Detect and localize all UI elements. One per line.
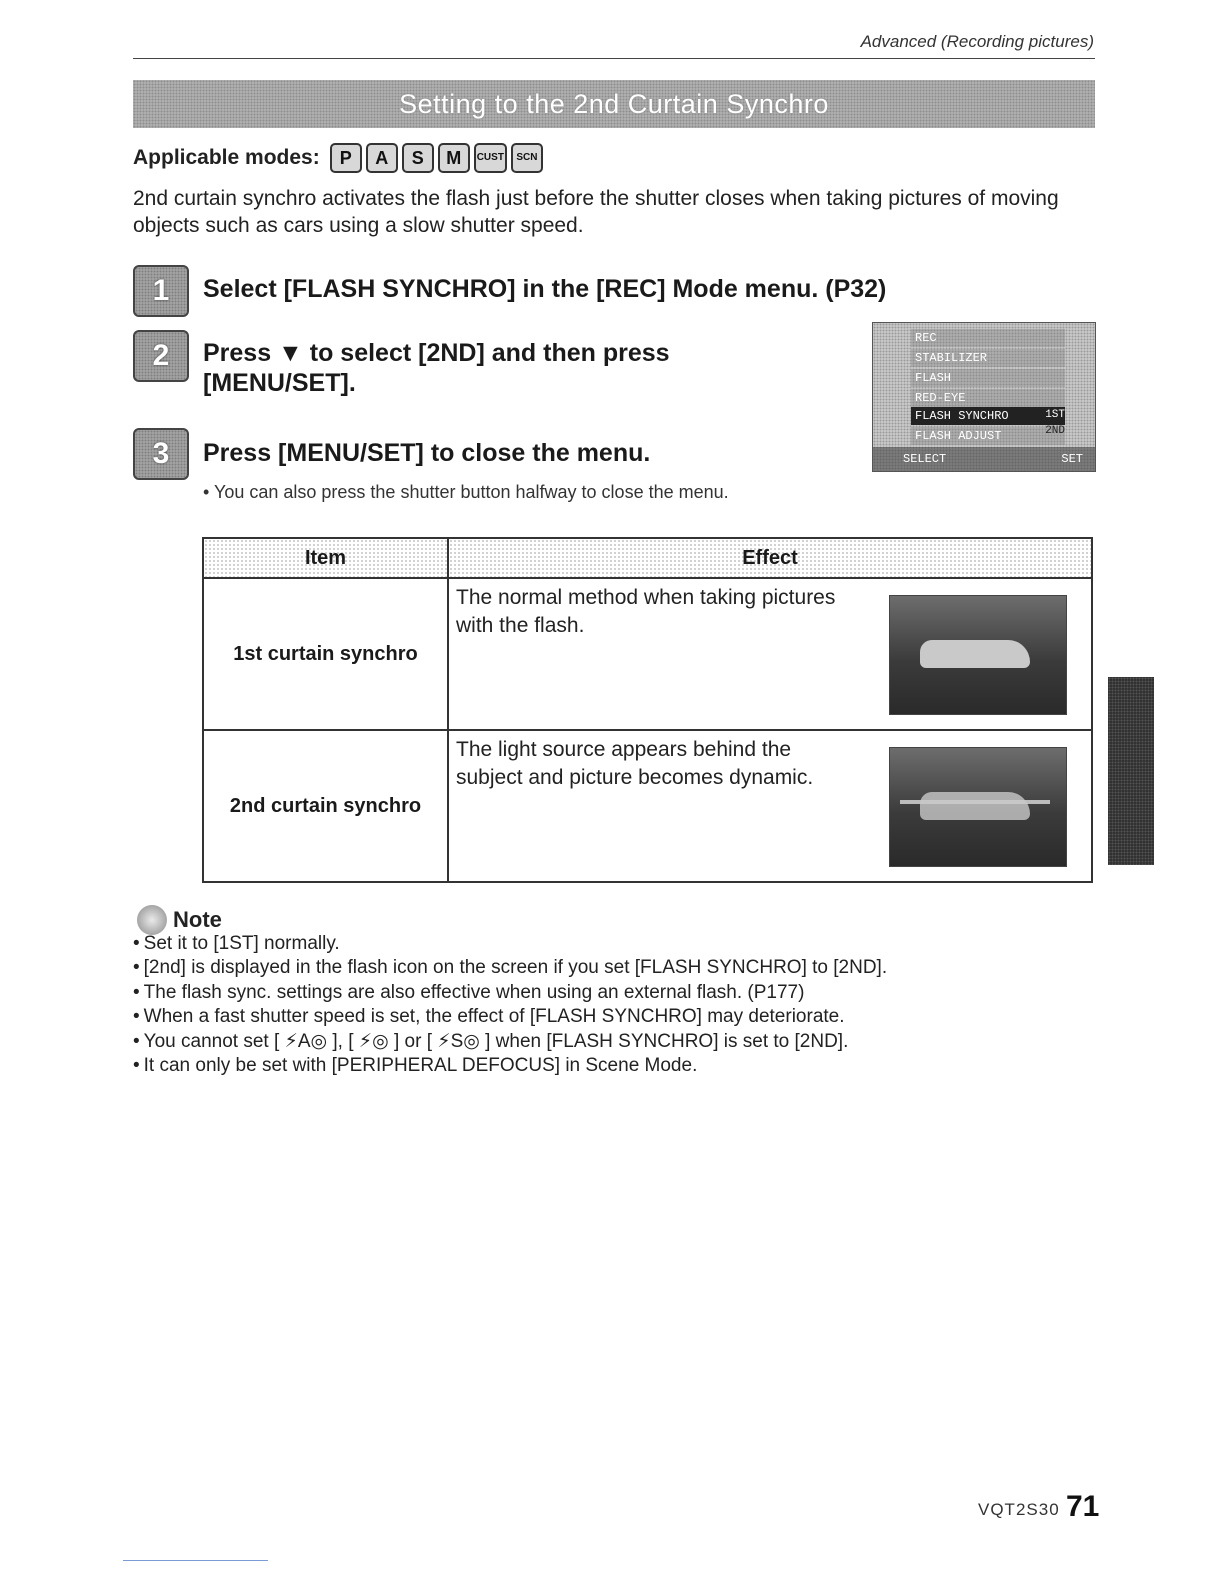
header-item: Item — [203, 538, 448, 578]
mode-s-icon: S — [402, 143, 434, 173]
lcd-bottom-bar — [873, 447, 1095, 471]
lcd-row-flash: FLASH — [911, 369, 1065, 387]
section-header: Advanced (Recording pictures) — [860, 32, 1094, 51]
table-header-row — [203, 538, 1092, 578]
effect-2nd-curtain: The light source appears behind the subject and picture becomes dynamic. — [456, 738, 814, 789]
table-row — [203, 578, 1092, 730]
note-heading — [137, 905, 222, 935]
note-icon — [137, 905, 167, 935]
lcd-set-label: SET — [1061, 452, 1083, 466]
car-shape — [920, 792, 1030, 820]
synchro-table — [202, 537, 1093, 883]
mode-cust-icon: CUST — [474, 143, 507, 173]
mode-m-icon: M — [438, 143, 470, 173]
lcd-row-flash-adjust: FLASH ADJUST — [911, 427, 1065, 445]
note-item: • The flash sync. settings are also effective when using an external flash. (P177) — [133, 981, 1093, 1005]
page-number: 71 — [1066, 1490, 1100, 1523]
model-code: VQT2S30 — [978, 1500, 1060, 1519]
applicable-modes-label: Applicable modes: — [133, 146, 320, 169]
effect-cell — [448, 730, 1092, 882]
page-title: Setting to the 2nd Curtain Synchro — [399, 88, 829, 119]
note-item: • When a fast shutter speed is set, the effect of [FLASH SYNCHRO] may deteriorate. — [133, 1005, 1093, 1029]
step-1-number: 1 — [133, 265, 189, 317]
note-list — [133, 932, 1093, 1078]
chapter-side-tab — [1108, 677, 1154, 865]
lcd-1st-option: 1ST — [1045, 409, 1065, 421]
header-rule — [133, 58, 1095, 59]
note-title: Note — [173, 907, 222, 932]
step-2-text: Press ▼ to select [2ND] and then press [MENU/SET]. — [203, 339, 670, 397]
car-shape — [920, 640, 1030, 668]
mode-a-icon: A — [366, 143, 398, 173]
step-3-note: • You can also press the shutter button halfway to close the menu. — [203, 482, 729, 502]
mode-p-icon: P — [330, 143, 362, 173]
note-item: • Set it to [1ST] normally. — [133, 932, 1093, 956]
item-1st-curtain: 1st curtain synchro — [203, 578, 448, 730]
menu-screen-image — [872, 322, 1096, 472]
lcd-row-rec: REC — [911, 329, 1065, 347]
lcd-row-red-eye: RED-EYE — [911, 389, 1065, 407]
applicable-modes — [133, 143, 547, 173]
step-3-text: Press [MENU/SET] to close the menu. — [203, 439, 651, 467]
car-photo-1st — [889, 595, 1067, 715]
header-effect: Effect — [448, 538, 1092, 578]
note-item: • It can only be set with [PERIPHERAL DEFOCUS] in Scene Mode. — [133, 1054, 1093, 1078]
effect-1st-curtain: The normal method when taking pictures with the flash. — [456, 586, 836, 637]
table-row — [203, 730, 1092, 882]
step-2-number: 2 — [133, 330, 189, 382]
lcd-row-flash-synchro: FLASH SYNCHRO — [911, 407, 1065, 425]
note-item: • You cannot set [ ⚡A◎ ], [ ⚡◎ ] or [ ⚡S◎ ] when [FLASH SYNCHRO] is set to [2ND]. — [133, 1030, 1093, 1054]
note-item: • [2nd] is displayed in the flash icon on the screen if you set [FLASH SYNCHRO] to [2ND]. — [133, 956, 1093, 980]
lcd-2nd-option: 2ND — [1045, 425, 1065, 437]
step-1-text: Select [FLASH SYNCHRO] in the [REC] Mode menu. (P32) — [203, 275, 887, 303]
item-2nd-curtain: 2nd curtain synchro — [203, 730, 448, 882]
mode-scn-icon: SCN — [511, 143, 543, 173]
lcd-select-label: SELECT — [903, 452, 947, 466]
step-3-number: 3 — [133, 428, 189, 480]
title-banner — [133, 80, 1095, 128]
intro-paragraph: 2nd curtain synchro activates the flash just before the shutter closes when taking pictures of moving objects such as cars using a slow shutter speed. — [133, 187, 1059, 237]
effect-cell — [448, 578, 1092, 730]
lcd-row-stabilizer: STABILIZER — [911, 349, 1065, 367]
car-photo-2nd — [889, 747, 1067, 867]
bottom-rule — [123, 1560, 268, 1561]
